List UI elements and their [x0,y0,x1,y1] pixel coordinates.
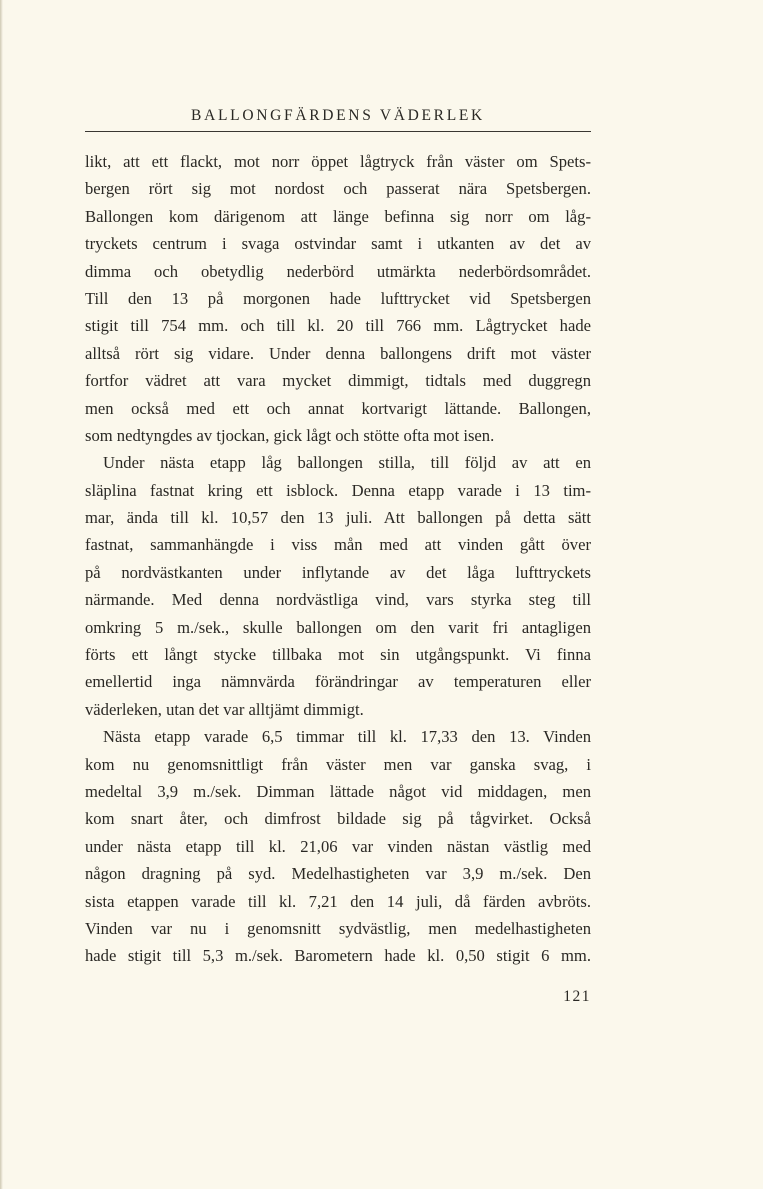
header-rule [85,131,591,132]
page-edge-shadow [0,0,3,1189]
text-line: men också med ett och annat kortvarigt lättande. Ballongen, [85,398,591,418]
text-line: likt, att ett flackt, mot norr öppet lågtryck från väster om Spets- [85,152,591,171]
text-line: som nedtyngdes av tjockan, gick lågt och stötte ofta mot isen. [85,425,495,445]
text-line: under nästa etapp till kl. 21,06 var vinden nästan västlig med [85,836,591,856]
text-line: Vinden var nu i genomsnitt sydvästlig, men medelhastigheten [85,918,591,938]
page-number: 121 [563,988,591,1005]
paragraph-1 [85,148,591,449]
text-line: stigit till 754 mm. och till kl. 20 till 766 mm. Lågtrycket hade [85,316,591,336]
text-line: tryckets centrum i svaga ostvindar samt i utkanten av det av [85,234,591,254]
text-line: på nordvästkanten under inflytande av det låga lufttryckets [85,562,591,582]
text-line: väderleken, utan det var alltjämt dimmigt. [85,699,364,719]
paragraph-3 [85,723,591,970]
text-line: alltså rört sig vidare. Under denna ballongens drift mot väster [85,343,591,363]
text-line: förts ett långt stycke tillbaka mot sin utgångspunkt. Vi finna [85,645,591,665]
text-line: släplina fastnat kring ett isblock. Denna etapp varade i 13 tim- [85,480,591,500]
text-line: Ballongen kom därigenom att länge befinna sig norr om låg- [85,206,591,226]
text-line: Nästa etapp varade 6,5 timmar till kl. 17,33 den 13. Vinden [103,727,591,747]
text-line: mar, ända till kl. 10,57 den 13 juli. Att ballongen på detta sätt [85,508,591,528]
text-line: Under nästa etapp låg ballongen stilla, till följd av att en [103,453,591,473]
text-line: fortfor vädret att vara mycket dimmigt, tidtals med duggregn [85,371,591,391]
body-text [85,148,591,970]
text-line: emellertid inga nämnvärda förändringar av temperaturen eller [85,672,591,692]
text-line: sista etappen varade till kl. 7,21 den 14 juli, då färden avbröts. [85,891,591,911]
text-line: medeltal 3,9 m./sek. Dimman lättade något vid middagen, men [85,781,591,801]
text-line: någon dragning på syd. Medelhastigheten var 3,9 m./sek. Den [85,864,591,884]
text-line: bergen rört sig mot nordost och passerat nära Spetsbergen. [85,179,591,199]
text-line: närmande. Med denna nordvästliga vind, vars styrka steg till [85,590,591,610]
text-line: omkring 5 m./sek., skulle ballongen om den varit fri antagligen [85,617,591,637]
text-line: kom nu genomsnittligt från väster men var ganska svag, i [85,754,591,774]
paragraph-2 [85,449,591,723]
text-line: hade stigit till 5,3 m./sek. Barometern hade kl. 0,50 stigit 6 mm. [85,946,591,966]
text-line: kom snart åter, och dimfrost bildade sig på tågvirket. Också [85,809,591,829]
text-line: fastnat, sammanhängde i viss mån med att vinden gått över [85,535,591,555]
running-title: BALLONGFÄRDENS VÄDERLEK [191,107,485,124]
text-line: dimma och obetydlig nederbörd utmärkta nederbördsområdet. [85,261,591,281]
text-line: Till den 13 på morgonen hade lufttrycket vid Spetsbergen [85,288,591,308]
